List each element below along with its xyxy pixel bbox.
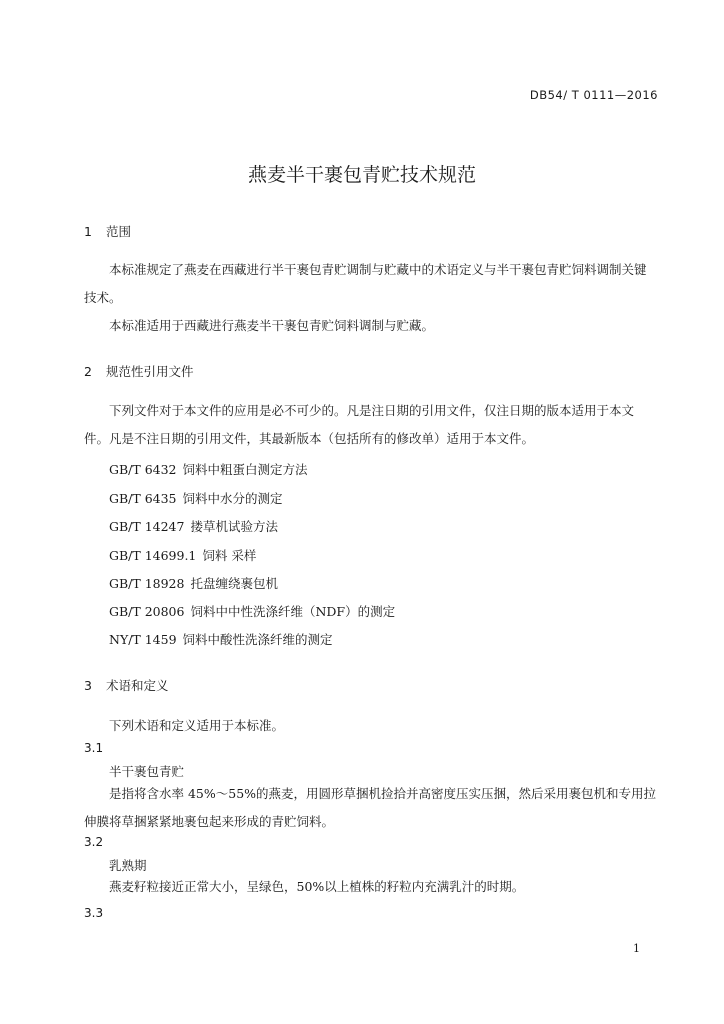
document-number: DB54/ T 0111—2016: [529, 88, 658, 102]
section-title: 规范性引用文件: [106, 364, 194, 379]
reference-code: GB/T 18928: [109, 576, 185, 591]
reference-code: NY/T 1459: [109, 632, 177, 647]
section-heading-2: [84, 362, 194, 380]
section-title: 范围: [106, 224, 132, 239]
section-title: 术语和定义: [106, 678, 169, 693]
term-number: 3.1: [84, 741, 104, 755]
reference-name: 饲料中中性洗涤纤维（NDF）的测定: [190, 604, 396, 619]
reference-code: GB/T 6432: [109, 462, 177, 477]
reference-name: 饲料 采样: [202, 548, 257, 563]
term-name: 半干裹包青贮: [109, 764, 185, 779]
reference-code: GB/T 14247: [109, 519, 185, 534]
reference-item: [109, 517, 278, 535]
term-name: 乳熟期: [109, 858, 147, 873]
section-heading-3: [84, 676, 169, 694]
section-number: 3: [84, 678, 92, 693]
section-number: 1: [84, 224, 92, 239]
term-number: 3.2: [84, 835, 104, 849]
reference-item: [109, 602, 395, 620]
reference-item: [109, 546, 256, 564]
term-number: 3.3: [84, 906, 104, 920]
term-definition: 燕麦籽粒接近正常大小，呈绿色，50%以上植株的籽粒内充满乳汁的时期。: [109, 879, 525, 894]
reference-code: GB/T 14699.1: [109, 548, 197, 563]
section-number: 2: [84, 364, 92, 379]
reference-name: 饲料中酸性洗涤纤维的测定: [182, 632, 333, 647]
reference-item: [109, 574, 278, 592]
page-number: 1: [633, 942, 640, 955]
reference-code: GB/T 20806: [109, 604, 185, 619]
page-title: 燕麦半干裹包青贮技术规范: [247, 164, 476, 186]
paragraph: 本标准适用于西藏进行燕麦半干裹包青贮饲料调制与贮藏。: [109, 318, 435, 333]
reference-name: 饲料中水分的测定: [182, 491, 283, 506]
paragraph: 本标准规定了燕麦在西藏进行半干裹包青贮调制与贮藏中的术语定义与半干裹包青贮饲料调制关键技术。: [84, 262, 647, 305]
reference-item: [109, 630, 333, 648]
term-definition: 是指将含水率 45%～55%的燕麦，用圆形草捆机捡拾并高密度压实压捆，然后采用裹包机和专用拉伸膜将草捆紧紧地裹包起来形成的青贮饲料。: [84, 786, 657, 829]
reference-name: 搂草机试验方法: [190, 519, 278, 534]
reference-item: [109, 460, 308, 478]
reference-name: 饲料中粗蛋白测定方法: [182, 462, 308, 477]
paragraph: 下列文件对于本文件的应用是必不可少的。凡是注日期的引用文件，仅注日期的版本适用于本文件。凡是不注日期的引用文件，其最新版本（包括所有的修改单）适用于本文件。: [84, 403, 635, 446]
section-heading-1: [84, 222, 131, 240]
reference-name: 托盘缠绕裹包机: [190, 576, 278, 591]
reference-item: [109, 489, 283, 507]
paragraph: 下列术语和定义适用于本标准。: [109, 718, 285, 733]
reference-code: GB/T 6435: [109, 491, 177, 506]
